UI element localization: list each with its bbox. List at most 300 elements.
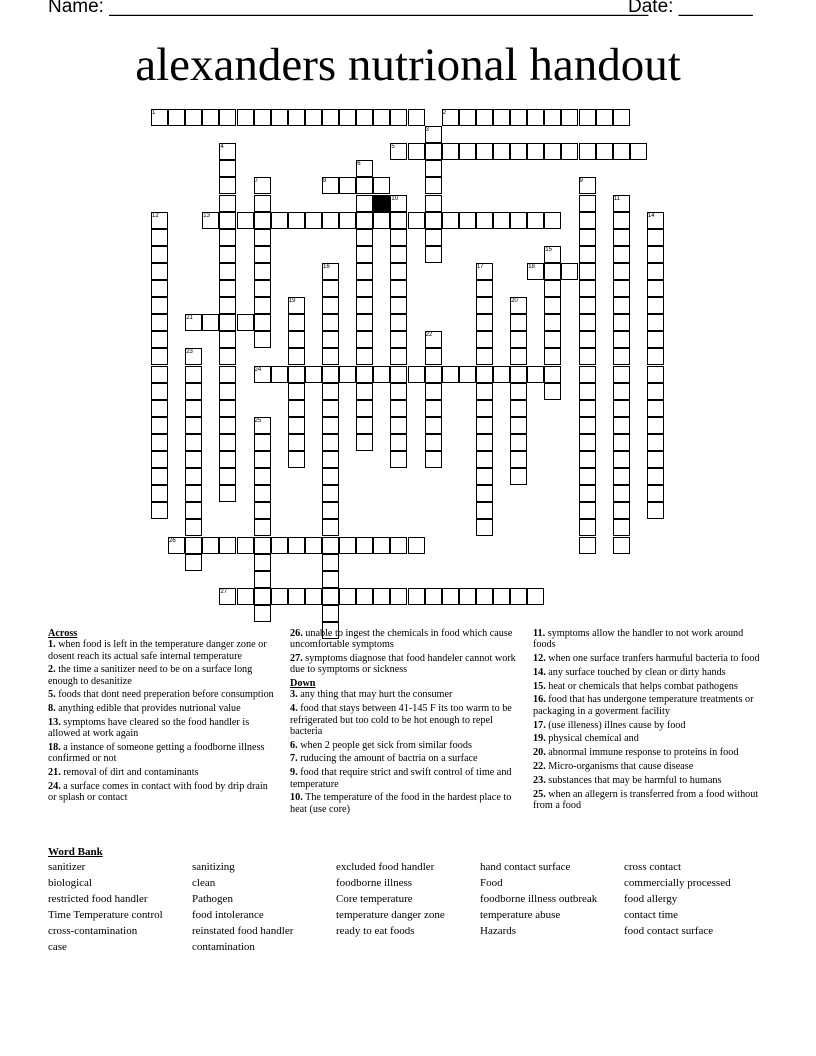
crossword-cell[interactable] bbox=[322, 605, 339, 622]
crossword-cell[interactable] bbox=[288, 383, 305, 400]
crossword-cell[interactable] bbox=[288, 212, 305, 229]
crossword-cell[interactable] bbox=[219, 212, 236, 229]
crossword-cell[interactable] bbox=[647, 263, 664, 280]
crossword-cell[interactable] bbox=[390, 588, 407, 605]
crossword-cell[interactable] bbox=[476, 366, 493, 383]
crossword-cell[interactable] bbox=[254, 588, 271, 605]
crossword-cell[interactable] bbox=[339, 366, 356, 383]
crossword-cell[interactable] bbox=[151, 451, 168, 468]
crossword-cell[interactable] bbox=[579, 246, 596, 263]
crossword-cell[interactable] bbox=[408, 109, 425, 126]
crossword-cell[interactable] bbox=[185, 537, 202, 554]
crossword-cell[interactable] bbox=[151, 502, 168, 519]
crossword-cell[interactable] bbox=[271, 366, 288, 383]
crossword-cell[interactable] bbox=[151, 246, 168, 263]
crossword-cell[interactable] bbox=[373, 537, 390, 554]
crossword-cell[interactable] bbox=[408, 143, 425, 160]
crossword-cell[interactable] bbox=[408, 588, 425, 605]
crossword-cell[interactable] bbox=[356, 280, 373, 297]
crossword-cell[interactable] bbox=[459, 143, 476, 160]
crossword-cell[interactable] bbox=[476, 331, 493, 348]
crossword-cell[interactable] bbox=[476, 519, 493, 536]
crossword-cell[interactable] bbox=[288, 331, 305, 348]
crossword-cell[interactable] bbox=[390, 383, 407, 400]
crossword-cell[interactable] bbox=[408, 537, 425, 554]
crossword-cell[interactable] bbox=[151, 331, 168, 348]
crossword-cell[interactable] bbox=[579, 195, 596, 212]
crossword-cell[interactable] bbox=[322, 400, 339, 417]
crossword-cell[interactable] bbox=[356, 263, 373, 280]
crossword-cell[interactable] bbox=[425, 588, 442, 605]
crossword-cell[interactable] bbox=[613, 417, 630, 434]
crossword-cell[interactable] bbox=[510, 383, 527, 400]
crossword-cell[interactable] bbox=[322, 383, 339, 400]
crossword-cell[interactable] bbox=[151, 297, 168, 314]
crossword-cell[interactable] bbox=[288, 314, 305, 331]
crossword-cell[interactable] bbox=[356, 177, 373, 194]
crossword-cell[interactable] bbox=[185, 417, 202, 434]
crossword-cell[interactable] bbox=[322, 348, 339, 365]
crossword-cell[interactable] bbox=[613, 143, 630, 160]
crossword-cell[interactable] bbox=[613, 331, 630, 348]
crossword-cell[interactable] bbox=[390, 229, 407, 246]
crossword-cell[interactable] bbox=[151, 263, 168, 280]
crossword-cell[interactable] bbox=[202, 537, 219, 554]
crossword-cell[interactable] bbox=[647, 400, 664, 417]
crossword-cell[interactable] bbox=[459, 212, 476, 229]
crossword-cell[interactable] bbox=[254, 109, 271, 126]
crossword-cell[interactable] bbox=[613, 485, 630, 502]
crossword-cell[interactable] bbox=[493, 212, 510, 229]
crossword-cell[interactable] bbox=[322, 485, 339, 502]
crossword-cell[interactable] bbox=[579, 366, 596, 383]
crossword-cell[interactable] bbox=[288, 109, 305, 126]
crossword-cell[interactable] bbox=[596, 143, 613, 160]
crossword-cell[interactable] bbox=[425, 195, 442, 212]
crossword-cell[interactable] bbox=[356, 229, 373, 246]
crossword-cell[interactable] bbox=[219, 331, 236, 348]
crossword-cell[interactable] bbox=[544, 383, 561, 400]
crossword-cell[interactable] bbox=[579, 263, 596, 280]
crossword-cell[interactable] bbox=[579, 229, 596, 246]
crossword-cell[interactable] bbox=[613, 212, 630, 229]
crossword-cell[interactable] bbox=[544, 280, 561, 297]
crossword-cell[interactable] bbox=[579, 109, 596, 126]
crossword-cell[interactable] bbox=[339, 212, 356, 229]
crossword-cell[interactable] bbox=[544, 212, 561, 229]
crossword-cell[interactable] bbox=[613, 366, 630, 383]
crossword-cell[interactable] bbox=[613, 434, 630, 451]
crossword-cell[interactable] bbox=[237, 109, 254, 126]
crossword-cell[interactable] bbox=[151, 229, 168, 246]
crossword-cell[interactable] bbox=[544, 314, 561, 331]
crossword-cell[interactable] bbox=[219, 195, 236, 212]
crossword-cell[interactable] bbox=[476, 434, 493, 451]
crossword-cell[interactable] bbox=[390, 212, 407, 229]
crossword-cell[interactable] bbox=[322, 417, 339, 434]
crossword-cell[interactable] bbox=[322, 297, 339, 314]
crossword-cell[interactable] bbox=[425, 246, 442, 263]
crossword-cell[interactable] bbox=[237, 537, 254, 554]
crossword-cell[interactable] bbox=[613, 297, 630, 314]
crossword-cell[interactable] bbox=[219, 485, 236, 502]
crossword-cell[interactable] bbox=[613, 348, 630, 365]
crossword-cell[interactable] bbox=[185, 554, 202, 571]
crossword-cell[interactable] bbox=[322, 519, 339, 536]
crossword-cell[interactable] bbox=[390, 400, 407, 417]
crossword-cell[interactable] bbox=[219, 229, 236, 246]
crossword-cell[interactable] bbox=[322, 331, 339, 348]
crossword-cell[interactable] bbox=[356, 383, 373, 400]
crossword-cell[interactable] bbox=[237, 588, 254, 605]
crossword-cell[interactable] bbox=[237, 314, 254, 331]
crossword-cell[interactable] bbox=[339, 177, 356, 194]
crossword-cell[interactable] bbox=[305, 588, 322, 605]
crossword-cell[interactable] bbox=[254, 537, 271, 554]
crossword-cell[interactable] bbox=[647, 468, 664, 485]
crossword-cell[interactable] bbox=[254, 212, 271, 229]
crossword-cell[interactable] bbox=[202, 109, 219, 126]
crossword-cell[interactable] bbox=[425, 434, 442, 451]
crossword-cell[interactable] bbox=[151, 485, 168, 502]
crossword-cell[interactable] bbox=[579, 537, 596, 554]
crossword-cell[interactable] bbox=[510, 417, 527, 434]
crossword-cell[interactable] bbox=[151, 383, 168, 400]
crossword-cell[interactable] bbox=[219, 400, 236, 417]
crossword-cell[interactable] bbox=[356, 109, 373, 126]
crossword-cell[interactable] bbox=[390, 366, 407, 383]
crossword-cell[interactable] bbox=[219, 177, 236, 194]
crossword-cell[interactable] bbox=[527, 366, 544, 383]
crossword-cell[interactable] bbox=[254, 468, 271, 485]
crossword-cell[interactable] bbox=[373, 588, 390, 605]
crossword-cell[interactable] bbox=[613, 109, 630, 126]
crossword-cell[interactable] bbox=[151, 348, 168, 365]
crossword-cell[interactable] bbox=[579, 519, 596, 536]
crossword-cell[interactable] bbox=[322, 502, 339, 519]
crossword-cell[interactable] bbox=[425, 400, 442, 417]
crossword-cell[interactable] bbox=[185, 451, 202, 468]
crossword-cell[interactable] bbox=[305, 537, 322, 554]
crossword-cell[interactable] bbox=[493, 109, 510, 126]
crossword-cell[interactable] bbox=[390, 246, 407, 263]
crossword-cell[interactable] bbox=[254, 571, 271, 588]
crossword-cell[interactable] bbox=[476, 297, 493, 314]
crossword-cell[interactable] bbox=[254, 605, 271, 622]
crossword-cell[interactable] bbox=[322, 451, 339, 468]
crossword-cell[interactable] bbox=[647, 331, 664, 348]
crossword-cell[interactable] bbox=[322, 554, 339, 571]
crossword-cell[interactable] bbox=[613, 246, 630, 263]
crossword-cell[interactable] bbox=[579, 212, 596, 229]
crossword-cell[interactable] bbox=[647, 451, 664, 468]
crossword-cell[interactable] bbox=[544, 297, 561, 314]
crossword-cell[interactable] bbox=[442, 143, 459, 160]
crossword-cell[interactable] bbox=[476, 143, 493, 160]
crossword-cell[interactable] bbox=[647, 314, 664, 331]
crossword-cell[interactable] bbox=[322, 109, 339, 126]
crossword-cell[interactable] bbox=[425, 177, 442, 194]
crossword-cell[interactable] bbox=[219, 280, 236, 297]
crossword-cell[interactable] bbox=[339, 588, 356, 605]
crossword-cell[interactable] bbox=[476, 212, 493, 229]
crossword-cell[interactable] bbox=[151, 434, 168, 451]
crossword-cell[interactable] bbox=[390, 348, 407, 365]
crossword-cell[interactable] bbox=[647, 502, 664, 519]
crossword-cell[interactable] bbox=[647, 280, 664, 297]
crossword-cell[interactable] bbox=[510, 212, 527, 229]
crossword-cell[interactable] bbox=[305, 212, 322, 229]
crossword-cell[interactable] bbox=[579, 314, 596, 331]
crossword-cell[interactable] bbox=[288, 451, 305, 468]
crossword-cell[interactable] bbox=[254, 297, 271, 314]
crossword-cell[interactable] bbox=[356, 417, 373, 434]
crossword-cell[interactable] bbox=[493, 143, 510, 160]
crossword-cell[interactable] bbox=[219, 468, 236, 485]
crossword-cell[interactable] bbox=[425, 366, 442, 383]
crossword-cell[interactable] bbox=[168, 109, 185, 126]
crossword-cell[interactable] bbox=[219, 246, 236, 263]
crossword-cell[interactable] bbox=[510, 588, 527, 605]
crossword-cell[interactable] bbox=[254, 195, 271, 212]
crossword-cell[interactable] bbox=[219, 297, 236, 314]
crossword-cell[interactable] bbox=[476, 383, 493, 400]
crossword-cell[interactable] bbox=[151, 468, 168, 485]
crossword-cell[interactable] bbox=[356, 195, 373, 212]
crossword-cell[interactable] bbox=[185, 485, 202, 502]
crossword-cell[interactable] bbox=[647, 348, 664, 365]
crossword-cell[interactable] bbox=[254, 280, 271, 297]
crossword-cell[interactable] bbox=[356, 588, 373, 605]
crossword-cell[interactable] bbox=[579, 383, 596, 400]
crossword-cell[interactable] bbox=[390, 263, 407, 280]
crossword-cell[interactable] bbox=[647, 383, 664, 400]
crossword-cell[interactable] bbox=[613, 400, 630, 417]
crossword-cell[interactable] bbox=[544, 263, 561, 280]
crossword-cell[interactable] bbox=[288, 366, 305, 383]
crossword-cell[interactable] bbox=[510, 348, 527, 365]
crossword-cell[interactable] bbox=[476, 468, 493, 485]
crossword-cell[interactable] bbox=[322, 537, 339, 554]
crossword-cell[interactable] bbox=[579, 468, 596, 485]
crossword-cell[interactable] bbox=[390, 417, 407, 434]
crossword-cell[interactable] bbox=[459, 588, 476, 605]
crossword-cell[interactable] bbox=[476, 109, 493, 126]
crossword-cell[interactable] bbox=[390, 451, 407, 468]
crossword-cell[interactable] bbox=[356, 434, 373, 451]
crossword-cell[interactable] bbox=[613, 468, 630, 485]
crossword-cell[interactable] bbox=[339, 537, 356, 554]
crossword-cell[interactable] bbox=[510, 434, 527, 451]
crossword-cell[interactable] bbox=[237, 212, 254, 229]
crossword-cell[interactable] bbox=[544, 366, 561, 383]
crossword-cell[interactable] bbox=[476, 348, 493, 365]
crossword-cell[interactable] bbox=[493, 588, 510, 605]
crossword-cell[interactable] bbox=[425, 451, 442, 468]
crossword-cell[interactable] bbox=[390, 297, 407, 314]
crossword-cell[interactable] bbox=[254, 263, 271, 280]
crossword-cell[interactable] bbox=[408, 212, 425, 229]
crossword-cell[interactable] bbox=[647, 297, 664, 314]
crossword-cell[interactable] bbox=[476, 451, 493, 468]
crossword-cell[interactable] bbox=[254, 246, 271, 263]
crossword-cell[interactable] bbox=[425, 348, 442, 365]
crossword-cell[interactable] bbox=[322, 212, 339, 229]
crossword-cell[interactable] bbox=[510, 400, 527, 417]
crossword-cell[interactable] bbox=[613, 229, 630, 246]
crossword-cell[interactable] bbox=[630, 143, 647, 160]
crossword-cell[interactable] bbox=[647, 246, 664, 263]
crossword-cell[interactable] bbox=[613, 519, 630, 536]
crossword-cell[interactable] bbox=[510, 451, 527, 468]
crossword-cell[interactable] bbox=[596, 109, 613, 126]
crossword-cell[interactable] bbox=[510, 468, 527, 485]
crossword-cell[interactable] bbox=[647, 434, 664, 451]
crossword-cell[interactable] bbox=[544, 348, 561, 365]
crossword-cell[interactable] bbox=[510, 143, 527, 160]
crossword-cell[interactable] bbox=[202, 314, 219, 331]
crossword-cell[interactable] bbox=[254, 229, 271, 246]
crossword-cell[interactable] bbox=[408, 366, 425, 383]
crossword-cell[interactable] bbox=[647, 417, 664, 434]
crossword-cell[interactable] bbox=[305, 109, 322, 126]
crossword-cell[interactable] bbox=[254, 331, 271, 348]
crossword-cell[interactable] bbox=[579, 502, 596, 519]
crossword-cell[interactable] bbox=[271, 212, 288, 229]
crossword-cell[interactable] bbox=[476, 588, 493, 605]
crossword-cell[interactable] bbox=[151, 417, 168, 434]
crossword-cell[interactable] bbox=[356, 537, 373, 554]
crossword-cell[interactable] bbox=[356, 314, 373, 331]
crossword-cell[interactable] bbox=[373, 177, 390, 194]
crossword-cell[interactable] bbox=[579, 348, 596, 365]
crossword-cell[interactable] bbox=[219, 348, 236, 365]
crossword-cell[interactable] bbox=[373, 109, 390, 126]
crossword-cell[interactable] bbox=[544, 109, 561, 126]
crossword-cell[interactable] bbox=[151, 366, 168, 383]
crossword-cell[interactable] bbox=[356, 297, 373, 314]
crossword-cell[interactable] bbox=[579, 297, 596, 314]
crossword-cell[interactable] bbox=[442, 588, 459, 605]
crossword-cell[interactable] bbox=[476, 417, 493, 434]
crossword-cell[interactable] bbox=[356, 348, 373, 365]
crossword-cell[interactable] bbox=[185, 468, 202, 485]
crossword-cell[interactable] bbox=[459, 109, 476, 126]
crossword-cell[interactable] bbox=[288, 434, 305, 451]
crossword-cell[interactable] bbox=[288, 537, 305, 554]
crossword-cell[interactable] bbox=[390, 537, 407, 554]
crossword-cell[interactable] bbox=[151, 314, 168, 331]
crossword-cell[interactable] bbox=[271, 588, 288, 605]
crossword-cell[interactable] bbox=[425, 143, 442, 160]
crossword-cell[interactable] bbox=[288, 417, 305, 434]
crossword-cell[interactable] bbox=[579, 434, 596, 451]
crossword-cell[interactable] bbox=[510, 109, 527, 126]
crossword-cell[interactable] bbox=[322, 468, 339, 485]
crossword-cell[interactable] bbox=[185, 502, 202, 519]
crossword-cell[interactable] bbox=[613, 280, 630, 297]
crossword-cell[interactable] bbox=[322, 280, 339, 297]
crossword-cell[interactable] bbox=[476, 502, 493, 519]
crossword-cell[interactable] bbox=[271, 537, 288, 554]
crossword-cell[interactable] bbox=[425, 160, 442, 177]
crossword-cell[interactable] bbox=[356, 212, 373, 229]
crossword-cell[interactable] bbox=[288, 588, 305, 605]
crossword-cell[interactable] bbox=[219, 314, 236, 331]
crossword-cell[interactable] bbox=[322, 571, 339, 588]
crossword-cell[interactable] bbox=[219, 160, 236, 177]
crossword-cell[interactable] bbox=[322, 434, 339, 451]
crossword-cell[interactable] bbox=[185, 109, 202, 126]
crossword-cell[interactable] bbox=[476, 485, 493, 502]
crossword-cell[interactable] bbox=[425, 229, 442, 246]
crossword-cell[interactable] bbox=[425, 212, 442, 229]
crossword-cell[interactable] bbox=[219, 383, 236, 400]
crossword-cell[interactable] bbox=[254, 314, 271, 331]
crossword-cell[interactable] bbox=[254, 451, 271, 468]
crossword-cell[interactable] bbox=[510, 366, 527, 383]
crossword-cell[interactable] bbox=[288, 348, 305, 365]
crossword-cell[interactable] bbox=[356, 400, 373, 417]
crossword-cell[interactable] bbox=[510, 314, 527, 331]
crossword-cell[interactable] bbox=[322, 314, 339, 331]
crossword-cell[interactable] bbox=[254, 485, 271, 502]
crossword-cell[interactable] bbox=[527, 212, 544, 229]
crossword-cell[interactable] bbox=[613, 263, 630, 280]
crossword-cell[interactable] bbox=[390, 331, 407, 348]
crossword-cell[interactable] bbox=[219, 434, 236, 451]
crossword-cell[interactable] bbox=[442, 212, 459, 229]
crossword-cell[interactable] bbox=[613, 314, 630, 331]
crossword-cell[interactable] bbox=[185, 366, 202, 383]
crossword-cell[interactable] bbox=[390, 109, 407, 126]
crossword-cell[interactable] bbox=[613, 383, 630, 400]
crossword-cell[interactable] bbox=[390, 314, 407, 331]
crossword-cell[interactable] bbox=[579, 485, 596, 502]
crossword-cell[interactable] bbox=[219, 537, 236, 554]
crossword-cell[interactable] bbox=[219, 451, 236, 468]
crossword-cell[interactable] bbox=[425, 383, 442, 400]
crossword-cell[interactable] bbox=[527, 588, 544, 605]
crossword-cell[interactable] bbox=[185, 400, 202, 417]
crossword-cell[interactable] bbox=[322, 366, 339, 383]
crossword-cell[interactable] bbox=[219, 263, 236, 280]
crossword-cell[interactable] bbox=[510, 331, 527, 348]
crossword-cell[interactable] bbox=[219, 417, 236, 434]
crossword-cell[interactable] bbox=[561, 263, 578, 280]
crossword-cell[interactable] bbox=[476, 280, 493, 297]
crossword-cell[interactable] bbox=[322, 588, 339, 605]
crossword-cell[interactable] bbox=[561, 109, 578, 126]
crossword-cell[interactable] bbox=[373, 366, 390, 383]
crossword-cell[interactable] bbox=[151, 400, 168, 417]
crossword-cell[interactable] bbox=[219, 109, 236, 126]
crossword-cell[interactable] bbox=[613, 537, 630, 554]
crossword-cell[interactable] bbox=[254, 434, 271, 451]
crossword-cell[interactable] bbox=[579, 451, 596, 468]
crossword-cell[interactable] bbox=[579, 331, 596, 348]
crossword-cell[interactable] bbox=[647, 366, 664, 383]
crossword-cell[interactable] bbox=[254, 502, 271, 519]
crossword-cell[interactable] bbox=[476, 314, 493, 331]
crossword-cell[interactable] bbox=[527, 143, 544, 160]
crossword-cell[interactable] bbox=[579, 417, 596, 434]
crossword-cell[interactable] bbox=[185, 519, 202, 536]
crossword-cell[interactable] bbox=[527, 109, 544, 126]
crossword-cell[interactable] bbox=[305, 366, 322, 383]
crossword-cell[interactable] bbox=[579, 280, 596, 297]
crossword-cell[interactable] bbox=[647, 229, 664, 246]
